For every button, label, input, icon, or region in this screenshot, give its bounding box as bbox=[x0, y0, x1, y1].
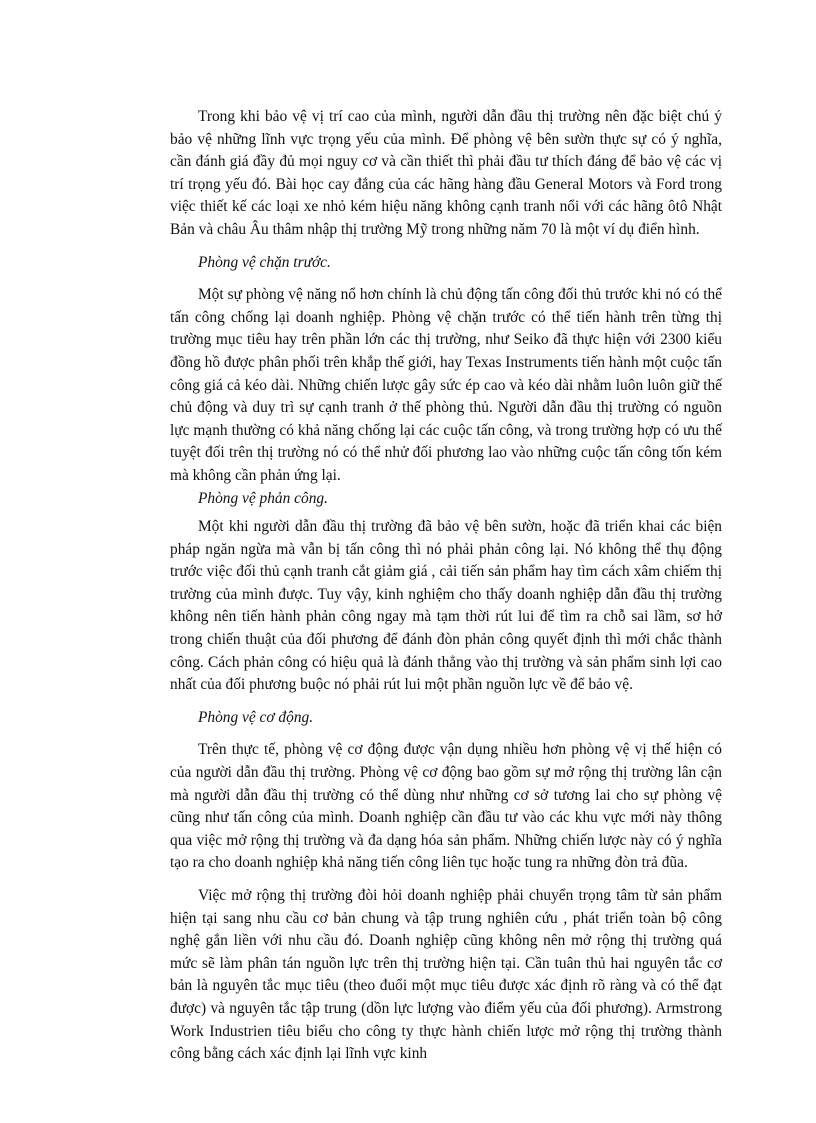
heading-phong-ve-phan-cong: Phòng vệ phản công. bbox=[198, 489, 328, 507]
paragraph-mo-rong-thi-truong: Việc mở rộng thị trường đòi hỏi doanh nghiệp phải chuyển trọng tâm từ sản phẩm hiện tại sang nhu cầu cơ bản chung và tập trung nghiên cứu , phát triển toàn bộ công nghệ gắn liền với nhu cầu đó. Doanh nghiệp cũng không nên mở rộng thị trường quá mức sẽ làm phân tán nguồn lực trên thị trường hiện tại. Cần tuân thủ hai nguyên tắc cơ bản là nguyên tắc mục tiêu (theo đuổi một mục tiêu được xác định rõ ràng và có thể đạt được) và nguyên tắc tập trung (dồn lực lượng vào điểm yếu của đối phương). Armstrong Work Industrien tiêu biểu cho công ty thực hành chiến lược mở rộng thị trường thành công bằng cách xác định lại lĩnh vực kinh bbox=[170, 887, 722, 1063]
paragraph-phong-ve-co-dong: Trên thực tế, phòng vệ cơ động được vận dụng nhiều hơn phòng vệ vị thế hiện có của người dẫn đầu thị trường. Phòng vệ cơ động bao gồm sự mở rộng thị trường lân cận mà người dẫn đầu thị trường có thể dùng như những cơ sở tương lai cho sự phòng vệ cũng như tấn công của mình. Doanh nghiệp cần đầu tư vào các khu vực mới này thông qua việc mở rộng thị trường và đa dạng hóa sản phẩm. Những chiến lược này có ý nghĩa tạo ra cho doanh nghiệp khả năng tiến công liên tục hoặc tung ra những đòn trả đũa. bbox=[170, 741, 722, 872]
paragraph-phong-ve-chan-truoc: Một sự phòng vệ năng nổ hơn chính là chủ động tấn công đối thủ trước khi nó có thể tấn công chống lại doanh nghiệp. Phòng vệ chặn trước có thể tiến hành trên từng thị trường mục tiêu hay trên phần lớn các thị trường, như Seiko đã thực hiện với 2300 kiểu đồng hồ được phân phối trên khắp thế giới, hay Texas Instruments tiến hành một cuộc tấn công giá cả kéo dài. Những chiến lược gây sức ép cao và kéo dài nhằm luôn luôn giữ thế chủ động và duy trì sự cạnh tranh ở thế phòng thủ. Người dẫn đầu thị trường có nguồn lực mạnh thường có khả năng chống lại các cuộc tấn công, và trong trường hợp có ưu thế tuyệt đối trên thị trường nó có thể nhử đối phương lao vào những cuộc tấn công tốn kém mà không cần phản ứng lại. bbox=[170, 286, 722, 484]
paragraph-intro: Trong khi bảo vệ vị trí cao của mình, người dẫn đầu thị trường nên đặc biệt chú ý bảo vệ những lĩnh vực trọng yếu của mình. Để phòng vệ bên sườn thực sự có ý nghĩa, cần đánh giá đầy đủ mọi nguy cơ và cần thiết thì phải đầu tư thích đáng để bảo vệ các vị trí trọng yếu đó. Bài học cay đắng của các hãng hàng đầu General Motors và Ford trong việc thiết kế các loại xe nhỏ kém hiệu năng không cạnh tranh nổi với các hãng ôtô Nhật Bản và châu Âu thâm nhập thị trường Mỹ trong những năm 70 là một ví dụ điển hình. bbox=[170, 108, 722, 238]
heading-phong-ve-co-dong: Phòng vệ cơ động. bbox=[198, 708, 314, 726]
heading-phong-ve-chan-truoc: Phòng vệ chặn trước. bbox=[198, 253, 331, 271]
paragraph-phong-ve-phan-cong: Một khi người dẫn đầu thị trường đã bảo vệ bên sườn, hoặc đã triển khai các biện pháp ngăn ngừa mà vẫn bị tấn công thì nó phải phản công lại. Nó không thể thụ động trước việc đối thủ cạnh tranh cắt giảm giá , cải tiến sản phẩm hay tìm cách xâm chiếm thị trường của mình được. Tuy vậy, kinh nghiệm cho thấy doanh nghiệp dẫn đầu thị trường không nên tiến hành phản công ngay mà tạm thời rút lui để tìm ra chỗ sai lầm, sơ hở trong chiến thuật của đối phương để đánh đòn phản công quyết định thì mới chắc thành công. Cách phản công có hiệu quả là đánh thẳng vào thị trường và sản phẩm sinh lợi cao nhất của đối phương buộc nó phải rút lui một phần nguồn lực về để bảo vệ. bbox=[170, 518, 722, 694]
